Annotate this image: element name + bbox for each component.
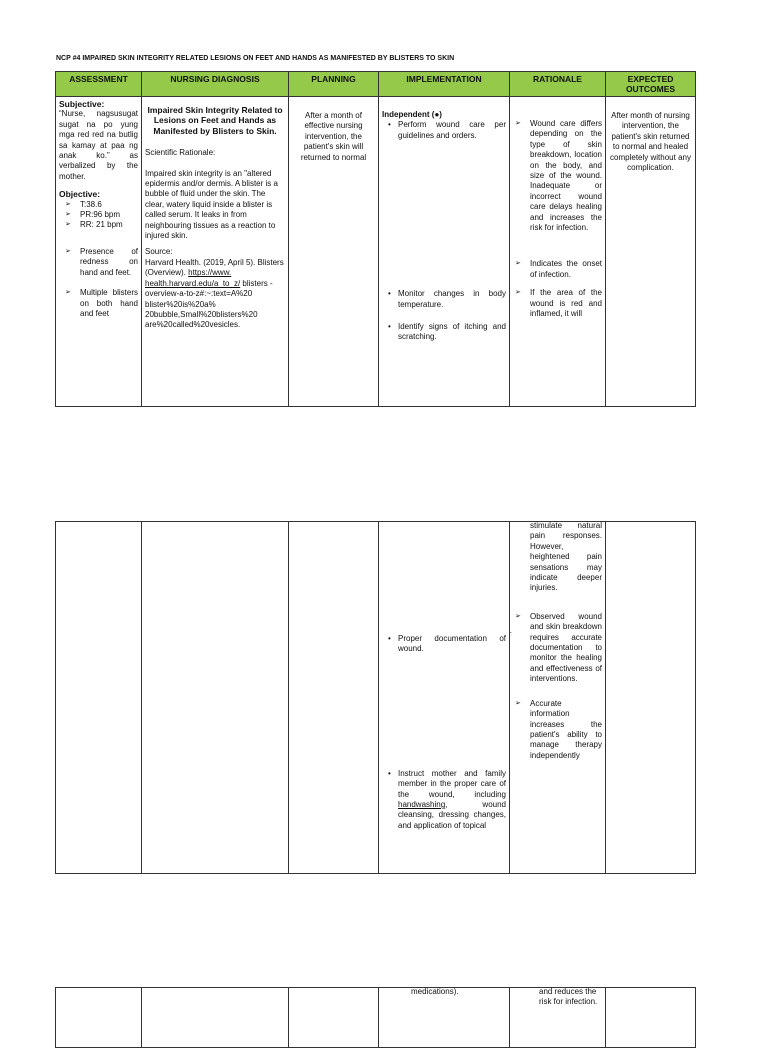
rationale-cell-2 (510, 522, 606, 874)
subjective-text: “Nurse, nagsusugat sugat na po yung mga red red na butlig sa kamay at paa ng anak ko.” as verbalized by the mother. (59, 109, 138, 181)
content-row-3 (56, 988, 696, 1048)
outcome-cell (606, 97, 696, 407)
impl-identify-itching: • Identify signs of itching and scratching. (382, 322, 506, 343)
header-implementation: IMPLEMENTATION (379, 72, 510, 97)
implementation-list-2 (382, 634, 506, 831)
rationale-reduces-risk: and reduces the risk for infection. (539, 987, 598, 1007)
impl-instruct-family (382, 769, 506, 831)
diagnosis-cell-3 (142, 988, 289, 1048)
handwashing-link[interactable]: handwashing (398, 800, 446, 810)
document-title: NCP #4 IMPAIRED SKIN INTEGRITY RELATED LESIONS ON FEET AND HANDS AS MANIFESTED BY BLISTERS TO SKIN (56, 55, 455, 62)
impl-instruct-text-2: , wound cleansing, dressing changes, and application of topical (398, 800, 506, 830)
assessment-cell-3 (56, 988, 142, 1048)
assessment-cell (56, 97, 142, 407)
header-row (56, 72, 696, 97)
impl-documentation: • Proper documentation of wound. (382, 634, 506, 655)
impl-wound-care: • Perform wound care per guidelines and orders. (382, 120, 506, 141)
impl-medications-end: medications). (411, 987, 459, 996)
scientific-rationale-text: Impaired skin integrity is an "altered epidermis and/or dermis. A blister is a bubble of fluid under the skin. The clear, watery liquid inside a blister is called serum. It leaks in from neighbouring tissues as a reaction to injured skin. (145, 168, 278, 241)
planning-cell-2 (289, 522, 379, 874)
ncp-table-page-1 (55, 71, 696, 407)
stray-mark: . (509, 626, 512, 635)
rationale-cell (510, 97, 606, 407)
objective-label: Objective: (59, 189, 101, 200)
diagnosis-cell (142, 97, 289, 407)
header-rationale: RATIONALE (510, 72, 606, 97)
implementation-list (382, 120, 506, 342)
diagnosis-title: Impaired Skin Integrity Related to Lesions on Feet and Hands as Manifested by Blisters to Skin. (147, 105, 283, 136)
outcome-cell-3 (606, 988, 696, 1048)
vitals-list (63, 200, 138, 231)
header-nursing-diagnosis: NURSING DIAGNOSIS (142, 72, 289, 97)
source-text: Harvard Health. (2019, April 5). Blisters (Overview). (145, 257, 284, 278)
subjective-label: Subjective: (59, 99, 105, 109)
independent-label: Independent (●) (382, 110, 442, 119)
rationale-cell-3 (510, 988, 606, 1048)
implementation-cell (379, 97, 510, 407)
rationale-wound-care: ➢ Wound care differs depending on the type of skin breakdown, location on the body, and size of the wound. Inadequate or incorrect wound care delays healing and increases the risk for infection. (513, 119, 602, 233)
vital-temperature: ➢ T:38.6 (63, 200, 138, 210)
findings-list (63, 247, 138, 319)
outcome-cell-2 (606, 522, 696, 874)
ncp-table-page-2 (55, 521, 696, 874)
rationale-list (513, 119, 602, 320)
outcome-text: After month of nursing intervention, the patient's skin returned to normal and healed completely without any complication. (610, 111, 691, 173)
rationale-accurate-info: ➢ Accurate information increases the patient's ability to manage therapy independently (513, 699, 602, 761)
content-row-2 (56, 522, 696, 874)
finding-blisters: ➢ Multiple blisters on both hand and feet (63, 288, 138, 319)
source-citation (145, 258, 285, 331)
diagnosis-cell-2 (142, 522, 289, 874)
planning-cell-3 (289, 988, 379, 1048)
implementation-cell-3 (379, 988, 510, 1048)
assessment-cell-2 (56, 522, 142, 874)
impl-monitor-temperature: • Monitor changes in body temperature. (382, 289, 506, 310)
finding-redness: ➢ Presence of redness on hand and feet. (63, 247, 138, 278)
vital-pulse-rate: ➢ PR:96 bpm (63, 210, 138, 220)
source-link[interactable]: https://www. health.harvard.edu/a_to_z/ (145, 268, 241, 288)
header-expected-outcomes: EXPECTED OUTCOMES (606, 72, 696, 97)
rationale-list-2 (513, 612, 602, 761)
rationale-onset-infection: ➢ Indicates the onset of infection. (513, 259, 602, 280)
impl-instruct-text: Instruct mother and family member in the proper care of the wound, including (398, 768, 506, 799)
vital-respiratory-rate: ➢ RR: 21 bpm (63, 220, 138, 230)
rationale-inflamed: ➢ If the area of the wound is red and inflamed, it will (513, 288, 602, 319)
ncp-table-page-3 (55, 987, 696, 1048)
header-assessment: ASSESSMENT (56, 72, 142, 97)
scientific-rationale-label: Scientific Rationale: (145, 148, 216, 158)
source-link-rest: blisters -overview-a-to-z#:~:text=A%20 blister%20is%20a% 20bubble,Small%20blisters%20 are%20called%20vesicles. (145, 278, 273, 330)
rationale-documentation: ➢ Observed wound and skin breakdown requires accurate documentation to monitor the healing and effectiveness of interventions. (513, 612, 602, 685)
source-label: Source: (145, 247, 173, 257)
planning-cell (289, 97, 379, 407)
content-row-1 (56, 97, 696, 407)
rationale-inflamed-cont: stimulate natural pain responses. However, heightened pain sensations may indicate deeper injuries. (530, 521, 602, 593)
implementation-cell-2 (379, 522, 510, 874)
header-planning: PLANNING (289, 72, 379, 97)
planning-text: After a month of effective nursing intervention, the patient's skin will returned to normal (300, 111, 367, 162)
